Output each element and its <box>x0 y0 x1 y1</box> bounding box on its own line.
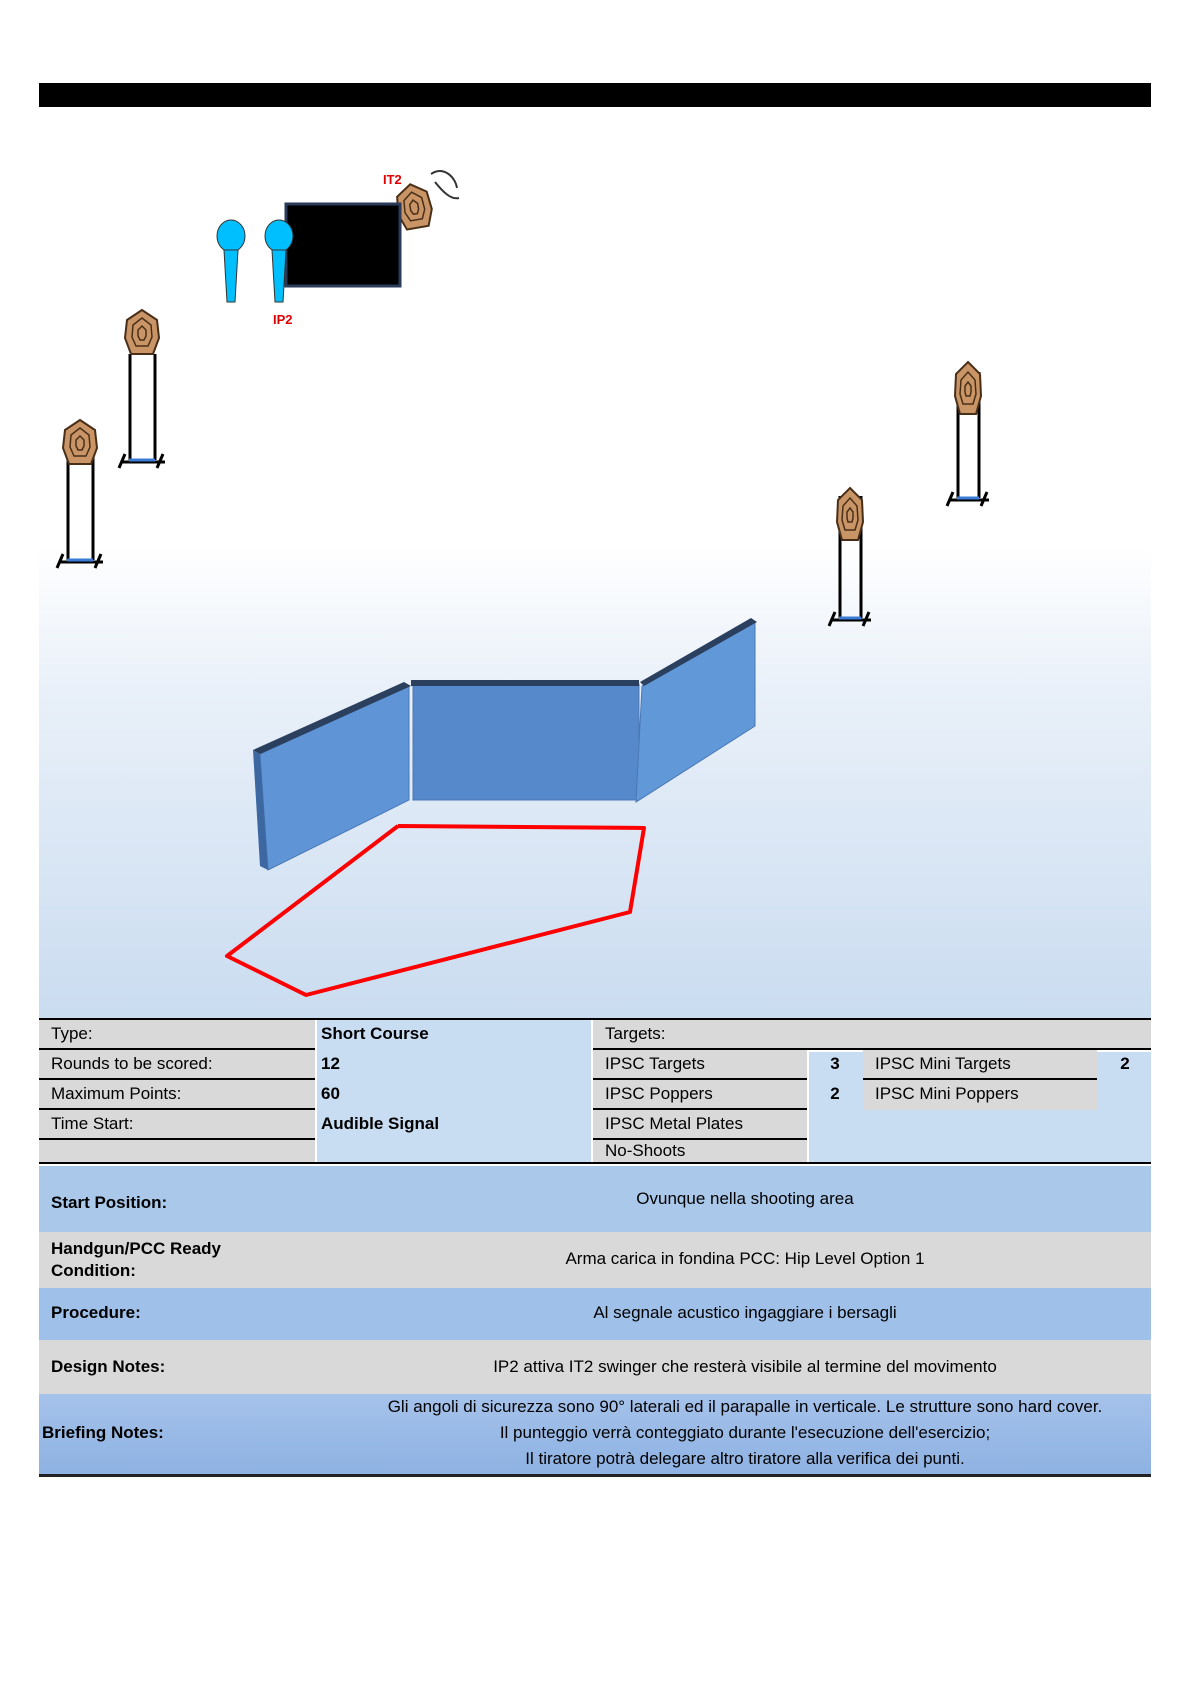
stage-drawing <box>39 110 1151 1018</box>
start-position-row <box>39 1166 1151 1232</box>
empty-label-cell <box>39 1140 315 1164</box>
start-position-label: Start Position: <box>51 1193 168 1212</box>
max-points-value: 60 <box>321 1084 340 1103</box>
targets-label: Targets: <box>593 1020 1151 1050</box>
briefing-notes-row <box>39 1394 1151 1474</box>
swing-arrow-icon <box>431 171 457 188</box>
briefing-notes-label: Briefing Notes: <box>42 1423 164 1442</box>
ipsc-poppers-count: 2 <box>830 1084 840 1103</box>
ip2-label: IP2 <box>273 312 293 327</box>
ipsc-targets-label: IPSC Targets <box>593 1050 807 1080</box>
briefing-notes-line: Il punteggio verrà conteggiato durante l'esecuzione dell'esercizio; <box>499 1423 991 1442</box>
procedure-label: Procedure: <box>51 1303 141 1322</box>
time-start-value: Audible Signal <box>321 1114 440 1133</box>
hard-cover-box <box>286 204 400 286</box>
rounds-value: 12 <box>321 1054 340 1073</box>
header-bar <box>39 83 1151 107</box>
mini-target <box>829 488 871 626</box>
ready-condition-row <box>39 1232 1151 1288</box>
wall-structure <box>253 618 757 870</box>
ipsc-mini-targets-label: IPSC Mini Targets <box>863 1050 1097 1080</box>
ipsc-targets-count: 3 <box>830 1054 840 1073</box>
briefing-notes-line: Gli angoli di sicurezza sono 90° laterali ed il parapalle in verticale. Le strutture sono hard cover. <box>387 1397 1103 1416</box>
ipsc-target <box>57 420 103 568</box>
ipsc-poppers-label: IPSC Poppers <box>593 1080 807 1110</box>
rounds-label: Rounds to be scored: <box>39 1050 315 1080</box>
type-value: Short Course <box>321 1024 429 1043</box>
stage-info-table <box>39 1018 1151 1164</box>
procedure-row <box>39 1288 1151 1340</box>
ready-condition-label-line1: Handgun/PCC Ready <box>51 1239 222 1258</box>
design-notes-row <box>39 1340 1151 1394</box>
popper-target <box>217 220 245 302</box>
design-notes-value: IP2 attiva IT2 swinger che resterà visibile al termine del movimento <box>493 1357 997 1376</box>
design-notes-label: Design Notes: <box>51 1357 166 1376</box>
it2-label: IT2 <box>383 172 402 187</box>
ready-condition-label-line2: Condition: <box>51 1261 136 1280</box>
mini-target <box>947 362 989 506</box>
type-label: Type: <box>39 1020 315 1050</box>
start-position-value: Ovunque nella shooting area <box>636 1189 854 1208</box>
ipsc-mini-targets-count: 2 <box>1120 1054 1130 1073</box>
max-points-label: Maximum Points: <box>39 1080 315 1110</box>
ipsc-metal-plates-label: IPSC Metal Plates <box>593 1110 807 1140</box>
procedure-value: Al segnale acustico ingaggiare i bersagli <box>593 1303 897 1322</box>
ready-condition-value: Arma carica in fondina PCC: Hip Level Option 1 <box>565 1249 925 1268</box>
no-shoots-label: No-Shoots <box>593 1140 807 1164</box>
time-start-label: Time Start: <box>39 1110 315 1140</box>
ipsc-mini-poppers-label: IPSC Mini Poppers <box>863 1080 1097 1110</box>
stage-diagram <box>39 110 1151 1018</box>
briefing-notes-line: Il tiratore potrà delegare altro tiratore alla verifica dei punti. <box>525 1449 965 1468</box>
ipsc-target <box>119 310 165 468</box>
